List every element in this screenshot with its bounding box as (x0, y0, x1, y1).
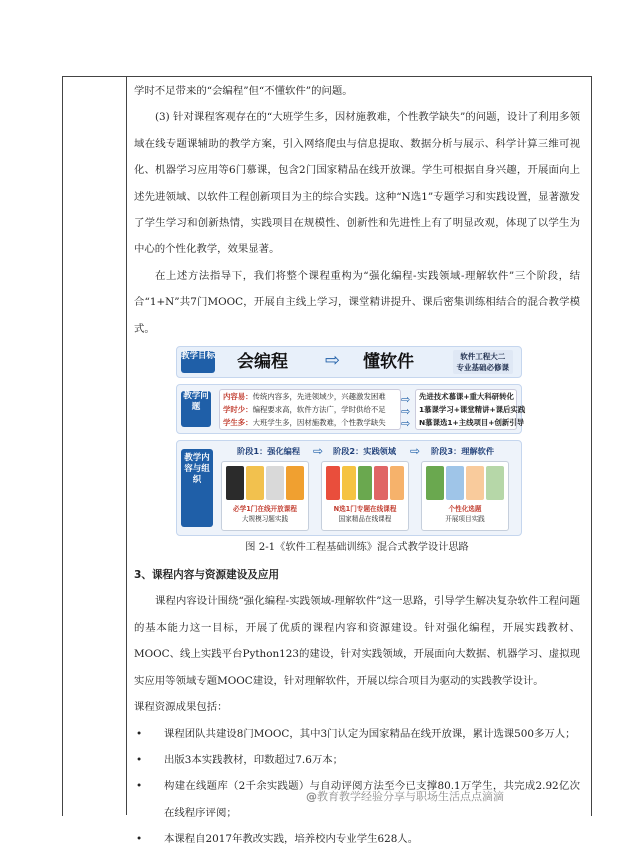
teaching-design-figure (176, 346, 526, 534)
paragraph-point-3: (3) 针对课程客观存在的“大班学生多，因材施教难，个性教学缺失”的问题，设计了利用多领域在线专题课辅助的教学方案，引入网络爬虫与信息提取、数据分析与展示、科学计算三维可视化、机器学习应用等6门慕课，包含2门国家精品在线开放课。学生可根据自身兴趣，开展面向上述先进领域、以软件工程创新项目为主的综合实践。这种“N选1”专题学习和实践设置，显著激发了学生学习和创新热情，实践项目在规模性、创新性和先进性上有了明显改观，体现了以学生为中心的个性化教学，效果显著。 (134, 111, 580, 256)
solution-item: N慕课选1+主线项目+创新引导 (419, 418, 525, 428)
at-icon: @ (306, 790, 317, 803)
resource-list (134, 721, 580, 853)
project-screens-image (426, 466, 504, 500)
list-item: • 构建在线题库（2千余实践题）与自动评阅方法至今已支撑80.1万学生，共完成2.92亿次在线程序评阅； (134, 773, 580, 826)
stage-3-label: 阶段3：理解软件 (431, 446, 495, 457)
list-item: • 课程团队共建设8门MOOC，其中3门认定为国家精品在线开放课，累计选课500多万人； (134, 721, 580, 747)
stage-2-panel: N选1门专题在线课程 国家精品在线课程 (321, 461, 409, 531)
list-item: • 出版3本实践教材，印数超过7.6万本； (134, 747, 580, 773)
section-paragraph: 课程内容设计围绕“强化编程-实践领域-理解软件”这一思路，引导学生解决复杂软件工程问题的基本能力这一目标，开展了优质的课程内容和资源建设。针对强化编程，开展实践教材、MOOC、线上实践平台Python123的建设，针对实践领域，开展面向大数据、机器学习、虚拟现实应用等领域专题MOOC建设，针对理解软件，开展以综合项目为驱动的实践教学设计。 (134, 595, 580, 687)
bullet-icon: • (136, 780, 143, 793)
stage-3-panel: 个性化选题 开展项目实践 (421, 461, 509, 531)
problem-item: 学时少：编程要求高，软件方法广，学时供给不足 (223, 405, 386, 415)
row-tag-goals: 教学目标 (181, 351, 215, 373)
figure-row-goals (176, 346, 522, 378)
arrow-right-icon: ⇨ (401, 417, 411, 431)
problem-item: 内容易：传统内容多，先进领域少，兴趣激发困难 (223, 392, 386, 402)
paragraph-method-summary: 在上述方法指导下，我们将整个课程重构为“强化编程-实践领域-理解软件”三个阶段，结合“1+N”共7门MOOC，开展自主线上学习，课堂精讲提升、课后密集训练相结合的混合教学模式。 (134, 269, 580, 335)
goal-can-program: 会编程 (237, 352, 288, 373)
book-covers-image (226, 466, 304, 500)
watermark: @教育教学经验分享与职场生活点点滴滴 (306, 790, 504, 803)
solution-item: 1慕课学习+课堂精讲+课后实践 (419, 405, 526, 415)
row-tag-content: 教学内容与组织 (181, 449, 213, 527)
figure-row-content (176, 440, 522, 536)
resources-intro: 课程资源成果包括： (134, 701, 228, 714)
arrow-right-icon: ⇨ (325, 350, 341, 372)
stage-1-panel: 必学1门在线开放课程 大规模习题实践 (221, 461, 309, 531)
bullet-icon: • (136, 753, 143, 766)
document-body (134, 78, 580, 853)
stage-2-label: 阶段2：实践领域 (333, 446, 397, 457)
figure-caption: 图 2-1《软件工程基础训练》混合式教学设计思路 (245, 542, 469, 554)
course-thumbnails-image (326, 466, 404, 500)
bullet-icon: • (136, 727, 143, 740)
list-item: • 本课程自2017年教改实践，培养校内专业学生628人。 (134, 826, 580, 852)
goal-understand-software: 懂软件 (363, 352, 414, 373)
problem-item: 学生多：大班学生多，因材施教难，个性教学缺失 (223, 418, 386, 428)
paragraph-continuation: 学时不足带来的“会编程”但“不懂软件”的问题。 (134, 85, 353, 97)
arrow-right-icon: ⇨ (401, 405, 411, 419)
problem-list (219, 389, 401, 430)
row-tag-problems: 教学问题 (181, 391, 211, 427)
section-heading: 3、课程内容与资源建设及应用 (134, 569, 280, 582)
arrow-right-icon: ⇨ (410, 444, 421, 459)
stage-1-label: 阶段1：强化编程 (237, 446, 301, 457)
table-column-divider (126, 76, 127, 815)
course-note: 软件工程大二 专业基础必修课 (453, 350, 514, 374)
arrow-right-icon: ⇨ (401, 393, 411, 407)
figure-row-problems (176, 384, 526, 434)
solution-list (415, 389, 526, 430)
solution-item: 先进技术慕课+重大科研转化 (419, 392, 514, 402)
arrow-right-icon: ⇨ (313, 444, 324, 459)
bullet-icon: • (136, 833, 143, 846)
